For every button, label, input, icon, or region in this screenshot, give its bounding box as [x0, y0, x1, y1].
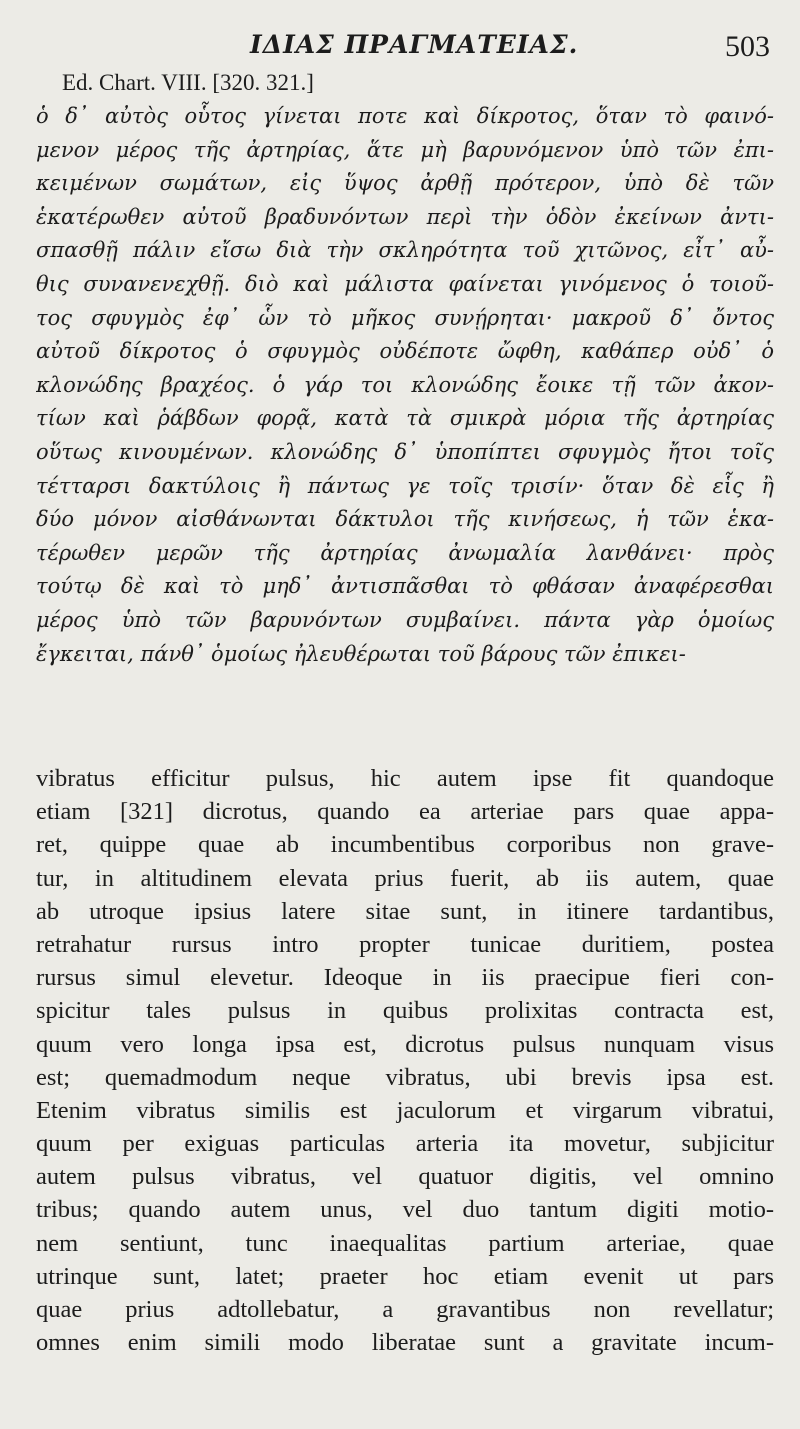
latin-text-line: quum per exiguas particulas arteria ita movetur, subjicitur — [36, 1130, 774, 1158]
greek-text-line: κλονώδης βραχέος. ὁ γάρ τοι κλονώδης ἔοικε τῇ τῶν ἀκον- — [36, 372, 774, 397]
running-title: ΙΔΙΑΣ ΠΡΑΓΜΑΤΕΙΑΣ. — [250, 30, 579, 59]
edition-reference: Ed. Chart. VIII. [320. 321.] — [62, 70, 314, 95]
latin-text-line: spicitur tales pulsus in quibus prolixitas contracta est, — [36, 997, 774, 1025]
greek-text-line: τέτταρσι δακτύλοις ἢ πάντως γε τοῖς τρισίν· ὅταν δὲ εἷς ἢ — [36, 473, 774, 498]
latin-text-line: utrinque sunt, latet; praeter hoc etiam evenit ut pars — [36, 1262, 774, 1290]
latin-text-line: quum vero longa ipsa est, dicrotus pulsus nunquam visus — [36, 1030, 774, 1058]
latin-text-line: rursus simul elevetur. Ideoque in iis praecipue fieri con- — [36, 964, 774, 992]
greek-text-line: μενον μέρος τῆς ἀρτηρίας, ἅτε μὴ βαρυνόμενον ὑπὸ τῶν ἐπι- — [36, 137, 774, 162]
greek-text-line: αὐτοῦ δίκροτος ὁ σφυγμὸς οὐδέποτε ὤφθη, καθάπερ οὐδ᾽ ὁ — [36, 339, 774, 364]
greek-text-line: ἑκατέρωθεν αὐτοῦ βραδυνόντων περὶ τὴν ὁδὸν ἐκείνων ἀντι- — [36, 204, 774, 229]
running-head — [0, 30, 800, 66]
latin-text-block — [36, 762, 774, 1359]
greek-text-line: τίων καὶ ῥάβδων φορᾷ, κατὰ τὰ σμικρὰ μόρια τῆς ἀρτηρίας — [36, 406, 774, 431]
latin-text-line: est; quemadmodum neque vibratus, ubi brevis ipsa est. — [36, 1063, 774, 1091]
latin-text-line: etiam [321] dicrotus, quando ea arteriae pars quae appa- — [36, 798, 774, 826]
greek-text-line: θις συνανενεχθῇ. διὸ καὶ μάλιστα φαίνεται γινόμενος ὁ τοιοῦ- — [36, 271, 774, 296]
greek-text-line: οὕτως κινουμένων. κλονώδης δ᾽ ὑποπίπτει σφυγμὸς ἤτοι τοῖς — [36, 439, 774, 464]
greek-text-line: δύο μόνον αἰσθάνωνται δάκτυλοι τῆς κινήσεως, ἡ τῶν ἑκα- — [36, 507, 774, 532]
greek-text-line: ἔγκειται, πάνθ᾽ ὁμοίως ἠλευθέρωται τοῦ βάρους τῶν ἐπικει- — [36, 641, 686, 666]
latin-text-line: ret, quippe quae ab incumbentibus corporibus non grave- — [36, 831, 774, 859]
latin-text-line: autem pulsus vibratus, vel quatuor digitis, vel omnino — [36, 1163, 774, 1191]
greek-text-line: ὁ δ᾽ αὐτὸς οὗτος γίνεται ποτε καὶ δίκροτος, ὅταν τὸ φαινό- — [36, 104, 774, 128]
greek-text-block — [36, 100, 774, 671]
latin-text-line: ab utroque ipsius latere sitae sunt, in itinere tardantibus, — [36, 897, 774, 925]
greek-text-line: τος σφυγμὸς ἐφ᾽ ὧν τὸ μῆκος συνῄρηται· μακροῦ δ᾽ ὄντος — [36, 305, 774, 330]
latin-text-line: quae prius adtollebatur, a gravantibus non revellatur; — [36, 1296, 774, 1323]
latin-text-line: tur, in altitudinem elevata prius fuerit, ab iis autem, quae — [36, 864, 774, 892]
latin-text-line: vibratus efficitur pulsus, hic autem ipse fit quandoque — [36, 765, 774, 792]
greek-text-line: σπασθῇ πάλιν εἴσω διὰ τὴν σκληρότητα τοῦ χιτῶνος, εἶτ᾽ αὖ- — [36, 238, 774, 263]
latin-text-line: nem sentiunt, tunc inaequalitas partium arteriae, quae — [36, 1229, 774, 1257]
page-number: 503 — [725, 30, 770, 63]
greek-text-line: τούτῳ δὲ καὶ τὸ μηδ᾽ ἀντισπᾶσθαι τὸ φθάσαν ἀναφέρεσθαι — [36, 574, 774, 599]
latin-text-line: retrahatur rursus intro propter tunicae duritiem, postea — [36, 930, 774, 958]
latin-text-line: omnes enim simili modo liberatae sunt a gravitate incum- — [36, 1329, 774, 1357]
greek-text-line: μέρος ὑπὸ τῶν βαρυνόντων συμβαίνει. πάντα γὰρ ὁμοίως — [36, 607, 774, 632]
latin-text-line: tribus; quando autem unus, vel duo tantum digiti motio- — [36, 1196, 774, 1224]
greek-text-line: κειμένων σωμάτων, εἰς ὕψος ἀρθῇ πρότερον, ὑπὸ δὲ τῶν — [36, 171, 774, 196]
greek-text-line: τέρωθεν μερῶν τῆς ἀρτηρίας ἀνωμαλία λανθάνει· πρὸς — [36, 540, 774, 565]
latin-text-line: Etenim vibratus similis est jaculorum et virgarum vibratui, — [36, 1096, 774, 1124]
